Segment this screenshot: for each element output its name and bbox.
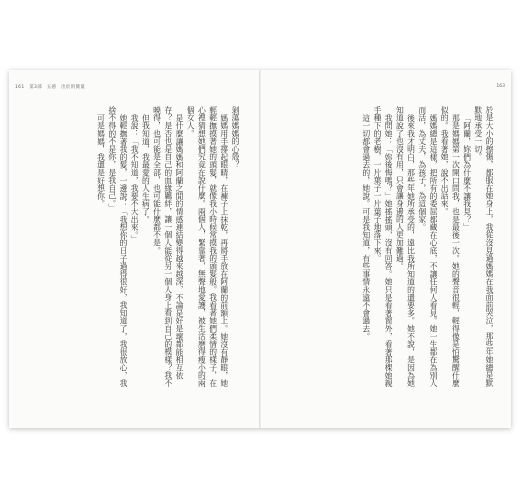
paragraph: 「阿蘭，妳們為什麼不讓我見？」	[462, 113, 472, 231]
paragraph: 我說：「我不知道，我要不大出來。」	[130, 113, 140, 243]
right-page	[261, 70, 511, 428]
left-page	[9, 70, 259, 428]
paragraph: 剝蕩媽媽的心殼？	[231, 106, 240, 169]
page-number-right: 163	[496, 84, 505, 89]
page-number-left: 161	[15, 85, 25, 90]
paragraph: 她輕撫著我的髮，一邊說：「我想你的日子過得很好，我知道了，我很放心，我捨不得的不是你，是我自己。」	[107, 106, 128, 387]
running-header	[15, 84, 88, 90]
paragraph: 但我知道，我最愛的人生病了。	[141, 113, 151, 223]
left-page-body	[27, 106, 241, 388]
paragraph: 媽媽用手撐起眼睛，在褲子上抹乾，再將手放在阿蘭的前額上。她沒有靜眼，她輕輕撫摸著她的頭髮，就像我小時候常摸我的頭髮般。我看著她們柔情的樣子，在心裡猜想她們究竟在說什麼。兩個人，緊靠著，無聲地愛護，被生活磨得瘦小的兩個女人。	[186, 106, 229, 387]
header-title: 五感 出於的微量	[46, 85, 86, 90]
paragraph: 媽媽總是這樣，把所有的委屈都藏在心底，不讓任何人看見。她一生都在為別人而活，為丈夫，為孩子，為這個家。	[417, 106, 438, 387]
paragraph: 於是大小的擦傷，都服在她身上，我從沒見過媽媽在我面前哭泣，那些年她總是默默地承受一切。	[473, 106, 494, 387]
header-part: 第3部	[29, 85, 42, 90]
paragraph: 後來我才明白，那些年她所承受的，遠比我所知道的還要多。她不說，是因為她知道說了也沒有用，只會讓身邊的人更加難過。	[395, 106, 416, 387]
paragraph: 那是媽媽第一次開口問我，也是最後一次。她的聲音很輕，輕得像是怕驚醒什麼似的。我看著她，說不出話來。	[440, 106, 461, 387]
book-spread	[9, 70, 511, 428]
paragraph: 這一切都會過去的，她說。可是我知道，有些事情永遠不會過去。	[361, 113, 371, 340]
paragraph: 是什麼讓媽媽和阿蘭之間的情感連結變得越來越深，不論是好是壞都能相互依存？是否也是自己的血緣羈絆，讓一個人能從另一個人身上看到自己的模樣？我不曉得，也可能是全部，也可能什麼都不是。	[152, 106, 184, 387]
paragraph: 可是媽媽，我還是好想你。	[96, 113, 106, 208]
paragraph: 我問她：「妳後悔嗎？」她搖搖頭，沒有回答。她只是看著窗外，看著那棵她親手種下的老樹，一片葉子一片葉子地落下來。	[372, 106, 394, 387]
right-page-body	[271, 106, 495, 388]
